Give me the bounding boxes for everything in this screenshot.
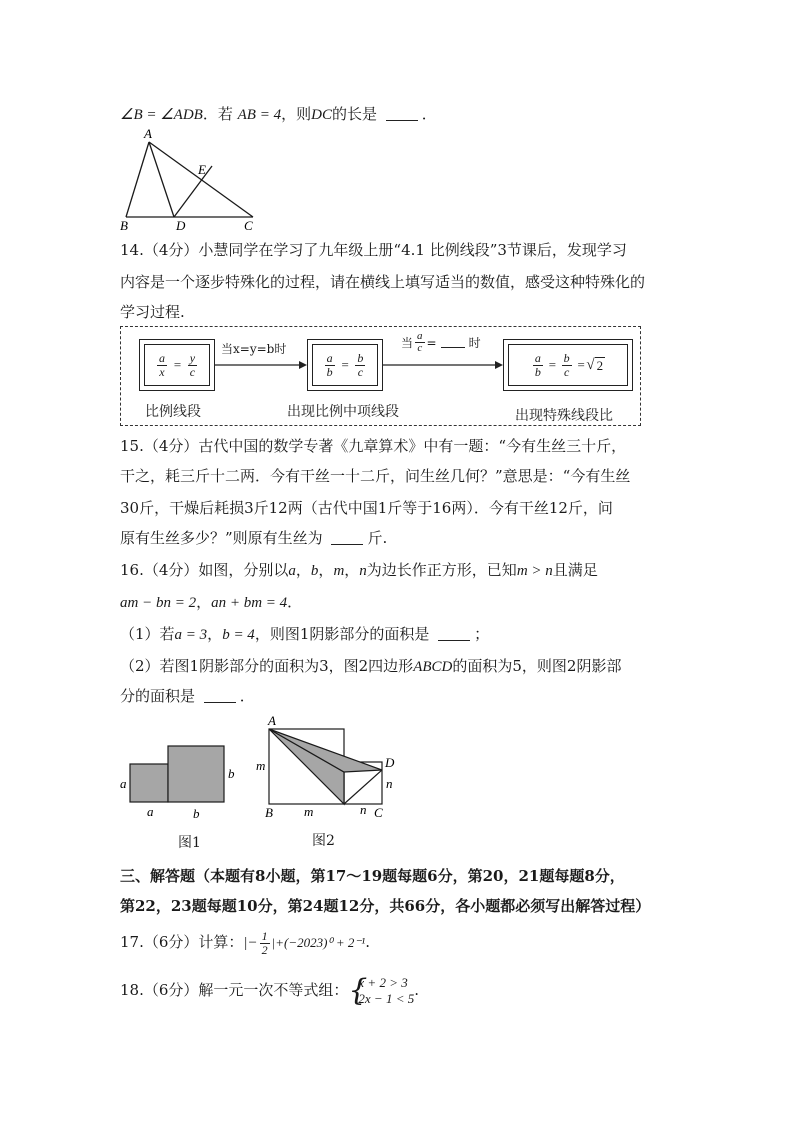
q13-label-c: C [244, 218, 253, 233]
q18-ineq1: x + 2 > 3 [358, 975, 408, 990]
arrow2-num: a [417, 330, 423, 342]
section3-line1: 三、解答题（本题有8小题，第17～19题每题6分，第20，21题每题8分， [120, 867, 625, 885]
q16-comma4: ， [196, 593, 212, 611]
q17-label: 17.（6分）计算： [120, 933, 244, 951]
q13-line [120, 104, 437, 125]
q13-label-d: D [176, 218, 186, 233]
box3-num-b: b [563, 350, 570, 365]
q16-line2 [120, 592, 302, 613]
fig2-label-n-right: n [386, 776, 393, 791]
arrow2-suffix: 时 [468, 336, 481, 350]
flow-diagram [120, 326, 641, 426]
q17-num: 1 [261, 928, 268, 943]
fig1-label-a-bottom: a [147, 804, 154, 819]
box2-den-b: b [326, 364, 333, 379]
q13-seg-ad [149, 142, 174, 217]
q16-comma3: ， [344, 561, 360, 579]
q16-p1-b: b = 4 [222, 627, 255, 643]
q13-ab: AB = 4 [237, 107, 282, 123]
q13-dc: DC [311, 107, 332, 123]
q17-line [120, 924, 370, 960]
q13-label-e: E [198, 162, 206, 177]
q16-p2-pre: （2）若图1阴影部分的面积为3，图2四边形 [120, 657, 414, 675]
q16-part1-answer-blank[interactable] [438, 626, 470, 641]
fig2-label-m-left: m [256, 758, 266, 773]
q13-sep: ．若 [202, 105, 233, 123]
fig1-label-b-bottom: b [193, 806, 200, 821]
fig2-label-b: B [265, 805, 273, 820]
box1-num-a: a [158, 350, 165, 365]
q16-var-a: a [288, 563, 296, 579]
box1-den-c: c [189, 364, 196, 379]
brace-icon: { [348, 973, 368, 1008]
q17-end: . [365, 933, 370, 951]
flow-arrow1 [215, 357, 307, 373]
flow-box3 [503, 339, 633, 391]
flow-box2 [307, 339, 383, 391]
q16-eq1: am − bn = 2 [120, 595, 197, 611]
flow-arrow1-label: 当x=y=b时 [221, 342, 287, 356]
fig1-caption: 图1 [178, 835, 201, 851]
q16-var-m: m [333, 563, 345, 579]
q13-answer-blank[interactable] [386, 106, 418, 121]
q17-abs-open: |− [243, 935, 258, 951]
q16-p2-post: 的面积为5，则图2阴影部 [452, 657, 622, 675]
box2-den-c: c [357, 364, 364, 379]
box3-den-b: b [534, 364, 541, 379]
fig1-square-a [130, 764, 168, 802]
q16-line1-post: 且满足 [552, 561, 598, 579]
q16-comma2: ， [318, 561, 334, 579]
box2-num-a: a [326, 350, 333, 365]
q16-part2-line2 [120, 686, 255, 706]
arrow2-eq: = [426, 335, 437, 350]
flow-box1 [139, 339, 215, 391]
q15-answer-blank[interactable] [331, 530, 363, 545]
arrow2-prefix: 当 [401, 336, 414, 350]
q15-line4-pre: 原有生丝多少？”则原有生丝为 [120, 529, 323, 547]
flow-caption3: 出现特殊线段比 [515, 408, 613, 424]
q16-eq2: an + bm = 4 [211, 595, 288, 611]
q16-p1-end: ； [474, 625, 490, 643]
q16-p1-a: a = 3 [174, 627, 208, 643]
q17-expr: |+(−2023)⁰ + 2⁻¹ [271, 935, 366, 950]
q16-p2-abcd: ABCD [413, 659, 453, 675]
box3-den-c: c [563, 364, 570, 379]
q16-cond: m > n [516, 563, 553, 579]
q16-comma5: ， [207, 625, 223, 643]
q16-dot: ． [287, 593, 303, 611]
q16-var-n: n [359, 563, 367, 579]
flow-arrow2 [383, 357, 503, 373]
box2-eq: = [340, 357, 350, 372]
q16-line1-pre: 16.（4分）如图，分别以 [120, 561, 289, 579]
q16-figure1 [112, 738, 252, 824]
fig2-shaded-left [269, 729, 344, 804]
q15-line4 [120, 528, 387, 548]
q16-p2-line2-end: ． [239, 687, 255, 705]
fig2-label-c: C [374, 805, 383, 820]
q13-seg-ac [149, 142, 253, 217]
fig2-label-a: A [268, 713, 276, 728]
fig2-seg-dn [344, 770, 382, 804]
q15-line4-post: 斤. [367, 529, 388, 547]
q16-part1 [120, 624, 489, 645]
fig2-label-m-bottom: m [304, 804, 314, 819]
q14-line3: 学习过程. [120, 303, 185, 321]
box3-eq2: = [576, 357, 586, 372]
q16-line1-mid: 为边长作正方形，已知 [366, 561, 517, 579]
fig1-label-a-left: a [120, 776, 127, 791]
box1-den-x: x [159, 364, 165, 379]
box3-num-a: a [534, 350, 541, 365]
q18-ineq2: 2x − 1 < 5 [358, 991, 415, 1006]
q16-line1 [120, 560, 598, 581]
q18-line [120, 970, 419, 1010]
q15-line2: 干之，耗三斤十二两．今有干丝一十二斤，问生丝几何？”意思是：“今有生丝 [120, 467, 631, 485]
q16-p2-line2-pre: 分的面积是 [120, 687, 196, 705]
q13-seg-ab [126, 142, 149, 217]
q13-end: ． [421, 105, 437, 123]
q16-comma1: ， [295, 561, 311, 579]
fig2-caption: 图2 [312, 833, 335, 849]
q16-p1-post: ，则图1阴影部分的面积是 [254, 625, 430, 643]
fig2-label-n-bottom: n [360, 802, 367, 817]
sqrt-sign-icon: √ [586, 356, 595, 373]
flow-arrow2-label [401, 331, 481, 354]
q17-den: 2 [261, 942, 268, 957]
q13-triangle-figure [112, 124, 272, 234]
flow-caption2: 出现比例中项线段 [287, 404, 399, 420]
fig1-square-b [168, 746, 224, 802]
q13-mid: ，则 [281, 105, 312, 123]
q16-var-b: b [310, 563, 319, 579]
q16-figure2 [252, 712, 412, 822]
section3-line2: 第22，23题每题10分，第24题12分，共66分，各小题都必须写出解答过程） [120, 897, 651, 915]
q13-angle-eq: ∠B = ∠ADB [120, 107, 203, 123]
box1-eq: = [172, 357, 182, 372]
flow-caption1: 比例线段 [145, 404, 201, 420]
box2-num-b: b [357, 350, 364, 365]
fig1-label-b-right: b [228, 766, 235, 781]
q14-answer-blank[interactable] [441, 337, 465, 348]
box3-eq1: = [547, 357, 557, 372]
fig2-label-d: D [385, 755, 395, 770]
arrow2-den: c [417, 342, 423, 354]
q15-line1: 15.（4分）古代中国的数学专著《九章算术》中有一题：“今有生丝三十斤， [120, 437, 627, 455]
q14-line2: 内容是一个逐步特殊化的过程，请在横线上填写适当的数值，感受这种特殊化的 [120, 273, 646, 291]
q14-line1: 14.（4分）小慧同学在学习了九年级上册“4.1 比例线段”3节课后，发现学习 [120, 241, 627, 259]
q13-tail: 的长是 [331, 105, 377, 123]
q15-line3: 30斤，干燥后耗损3斤12两（古代中国1斤等于16两）．今有干丝12斤，问 [120, 499, 613, 517]
q18-label: 18.（6分）解一元一次不等式组： [120, 981, 349, 999]
box1-num-y: y [189, 350, 196, 365]
q16-p1-pre: （1）若 [120, 625, 175, 643]
q18-system [348, 975, 414, 1007]
box3-sqrt-val: 2 [596, 357, 604, 373]
q16-part2-line1 [120, 656, 621, 677]
q16-part2-answer-blank[interactable] [204, 688, 236, 703]
box3-sqrt [586, 357, 605, 374]
q13-label-b: B [120, 218, 128, 233]
q18-end: . [414, 981, 420, 999]
q13-label-a: A [144, 126, 152, 141]
